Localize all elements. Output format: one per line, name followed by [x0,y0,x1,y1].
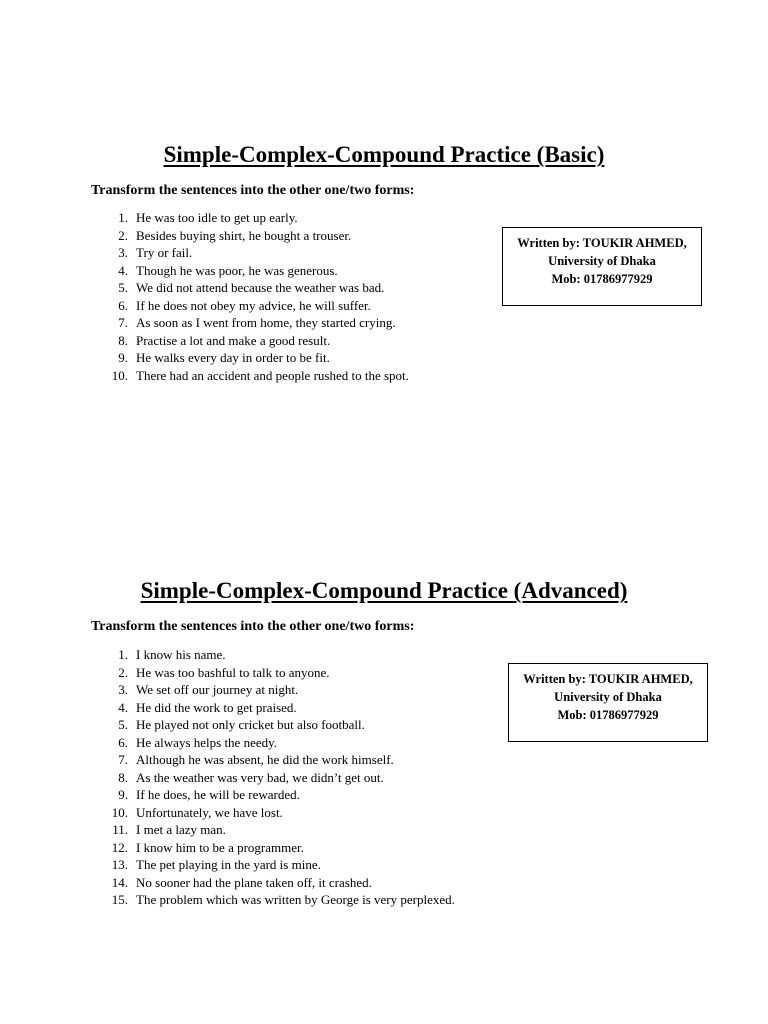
question-number: 5. [118,280,128,295]
question-text: I know him to be a programmer. [136,839,304,855]
question-number: 15. [111,892,128,907]
question-text: He played not only cricket but also football. [136,717,365,732]
question-item [104,839,455,857]
question-text: He always helps the needy. [136,734,278,750]
question-item [104,874,455,892]
question-text: I met a lazy man. [136,822,226,837]
question-text: We did not attend because the weather was bad. [136,280,385,295]
question-text: There had an accident and people rushed to the spot. [136,367,409,383]
question-number: 10. [111,804,128,820]
question-item [104,367,409,385]
question-text: Try or fail. [136,245,193,260]
question-number: 2. [118,664,128,680]
question-text: The problem which was written by George is very perplexed. [136,892,455,907]
question-number: 11. [112,822,128,837]
question-number: 13. [111,857,128,872]
author-phone: Mob: 01786977929 [551,272,653,286]
question-item [104,332,409,350]
question-number: 10. [111,367,128,383]
author-university: University of Dhaka [554,690,662,704]
question-number: 1. [118,647,128,662]
question-item [104,856,455,874]
question-item [104,297,409,315]
question-number: 6. [118,297,128,313]
question-number: 4. [118,699,128,715]
question-item [104,314,409,332]
question-number: 5. [118,717,128,732]
question-text: Although he was absent, he did the work himself. [136,752,394,767]
question-item [104,209,409,227]
question-text: We set off our journey at night. [136,682,299,697]
question-item [104,751,455,769]
author-name: Written by: TOUKIR AHMED, [523,672,693,686]
question-number: 9. [118,350,128,365]
question-number: 6. [118,734,128,750]
question-text: No sooner had the plane taken off, it crashed. [136,874,372,890]
question-text: He did the work to get praised. [136,699,297,715]
question-item [104,244,409,262]
question-number: 7. [118,752,128,767]
author-university: University of Dhaka [548,254,656,268]
question-number: 8. [118,332,128,348]
question-item [104,279,409,297]
question-number: 12. [111,839,128,855]
author-box-advanced [508,663,708,742]
question-number: 3. [118,682,128,697]
question-item [104,804,455,822]
instruction-advanced: Transform the sentences into the other one/two forms: [91,619,415,634]
question-item [104,716,455,734]
question-text: Practise a lot and make a good result. [136,332,331,348]
question-item [104,664,455,682]
question-item [104,891,455,909]
question-text: As the weather was very bad, we didn’t get out. [136,769,384,785]
question-list-basic [104,209,409,384]
question-item [104,734,455,752]
author-box-basic [502,227,702,306]
question-number: 8. [118,769,128,785]
question-item [104,681,455,699]
question-text: As soon as I went from home, they started crying. [136,315,396,330]
question-item [104,227,409,245]
question-text: If he does, he will be rewarded. [136,787,300,802]
section-title-basic: Simple-Complex-Compound Practice (Basic) [163,142,605,167]
question-item [104,262,409,280]
question-text: I know his name. [136,647,226,662]
question-item [104,769,455,787]
question-number: 7. [118,315,128,330]
question-number: 14. [111,874,128,890]
question-number: 3. [118,245,128,260]
question-text: He was too idle to get up early. [136,210,298,225]
question-item [104,349,409,367]
question-text: Though he was poor, he was generous. [136,262,338,278]
author-name: Written by: TOUKIR AHMED, [517,236,687,250]
question-text: He was too bashful to talk to anyone. [136,664,330,680]
question-text: If he does not obey my advice, he will suffer. [136,297,371,313]
instruction-basic: Transform the sentences into the other one/two forms: [91,183,415,198]
question-number: 9. [118,787,128,802]
section-title-advanced: Simple-Complex-Compound Practice (Advanced) [140,578,628,603]
question-item [104,821,455,839]
question-item [104,786,455,804]
question-number: 2. [118,227,128,243]
question-number: 4. [118,262,128,278]
question-item [104,699,455,717]
author-phone: Mob: 01786977929 [557,708,659,722]
question-item [104,646,455,664]
question-list-advanced [104,646,455,909]
question-text: He walks every day in order to be fit. [136,350,330,365]
question-text: Besides buying shirt, he bought a trouser. [136,227,352,243]
question-text: The pet playing in the yard is mine. [136,857,321,872]
question-text: Unfortunately, we have lost. [136,804,283,820]
question-number: 1. [118,210,128,225]
